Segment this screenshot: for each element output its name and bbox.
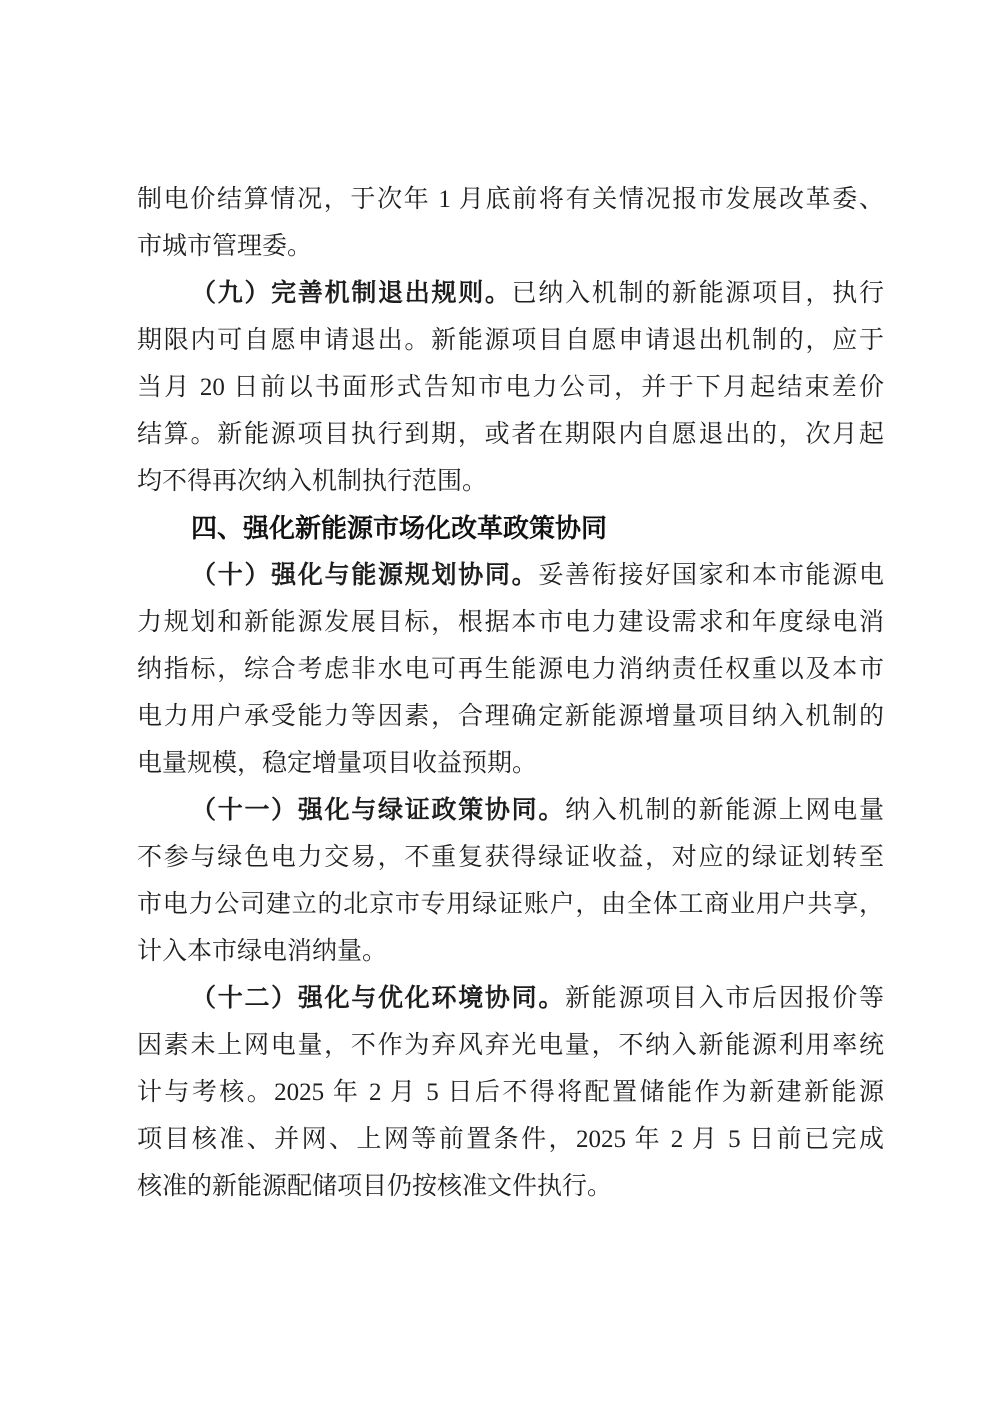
text-line [137,1116,884,1163]
text-line [137,975,884,1022]
text-line [137,787,884,834]
text-line [137,552,884,599]
text-line [137,1069,884,1116]
text-line [137,693,884,740]
text-line [137,834,884,881]
paragraph-text: 力规划和新能源发展目标，根据本市电力建设需求和年度绿电消 [137,609,884,636]
paragraph-text: 电量规模，稳定增量项目收益预期。 [137,750,538,777]
section-heading [137,505,884,552]
text-line [137,928,884,975]
text-line [137,599,884,646]
text-line [137,364,884,411]
paragraph-lead-label: （十一）强化与绿证政策协同。 [191,797,566,824]
paragraph-text: 项目核准、并网、上网等前置条件，2025 年 2 月 5 日前已完成 [137,1126,884,1153]
paragraph-text: 纳入机制的新能源上网电量 [565,797,884,824]
text-line [137,1163,884,1210]
paragraph-text: 市电力公司建立的北京市专用绿证账户，由全体工商业用户共享， [137,891,884,918]
paragraph-text: 纳指标，综合考虑非水电可再生能源电力消纳责任权重以及本市 [137,656,884,683]
paragraph-text: 均不得再次纳入机制执行范围。 [137,468,488,495]
paragraph-text: 核准的新能源配储项目仍按核准文件执行。 [137,1173,613,1200]
paragraph-lead-label: （十二）强化与优化环境协同。 [191,985,566,1012]
paragraph-text: 结算。新能源项目执行到期，或者在期限内自愿退出的，次月起 [137,421,884,448]
paragraph-text: 电力用户承受能力等因素，合理确定新能源增量项目纳入机制的 [137,703,884,730]
paragraph-text: 计与考核。2025 年 2 月 5 日后不得将配置储能作为新建新能源 [137,1079,884,1106]
paragraph-text: 期限内可自愿申请退出。新能源项目自愿申请退出机制的，应于 [137,327,884,354]
section-heading-text: 四、强化新能源市场化改革政策协同 [191,513,608,543]
paragraph-lead-label: （九）完善机制退出规则。 [191,280,512,307]
text-line [137,411,884,458]
paragraph-text: 市城市管理委。 [137,233,313,260]
text-line [137,176,884,223]
paragraph-text: 不参与绿色电力交易，不重复获得绿证收益，对应的绿证划转至 [137,844,884,871]
text-line [137,223,884,270]
paragraph-text: 制电价结算情况，于次年 1 月底前将有关情况报市发展改革委、 [137,186,884,213]
text-line [137,317,884,364]
paragraph-text: 因素未上网电量，不作为弃风弃光电量，不纳入新能源利用率统 [137,1032,884,1059]
paragraph-text: 计入本市绿电消纳量。 [137,938,388,965]
paragraph-text: 妥善衔接好国家和本市能源电 [538,562,884,589]
text-line [137,646,884,693]
text-line [137,1022,884,1069]
paragraph-text: 新能源项目入市后因报价等 [565,985,884,1012]
text-line [137,881,884,928]
paragraph-text: 已纳入机制的新能源项目，执行 [511,280,884,307]
text-line [137,458,884,505]
text-line [137,270,884,317]
paragraph-lead-label: （十）强化与能源规划协同。 [191,562,539,589]
paragraph-text: 当月 20 日前以书面形式告知市电力公司，并于下月起结束差价 [137,374,884,401]
text-line [137,740,884,787]
